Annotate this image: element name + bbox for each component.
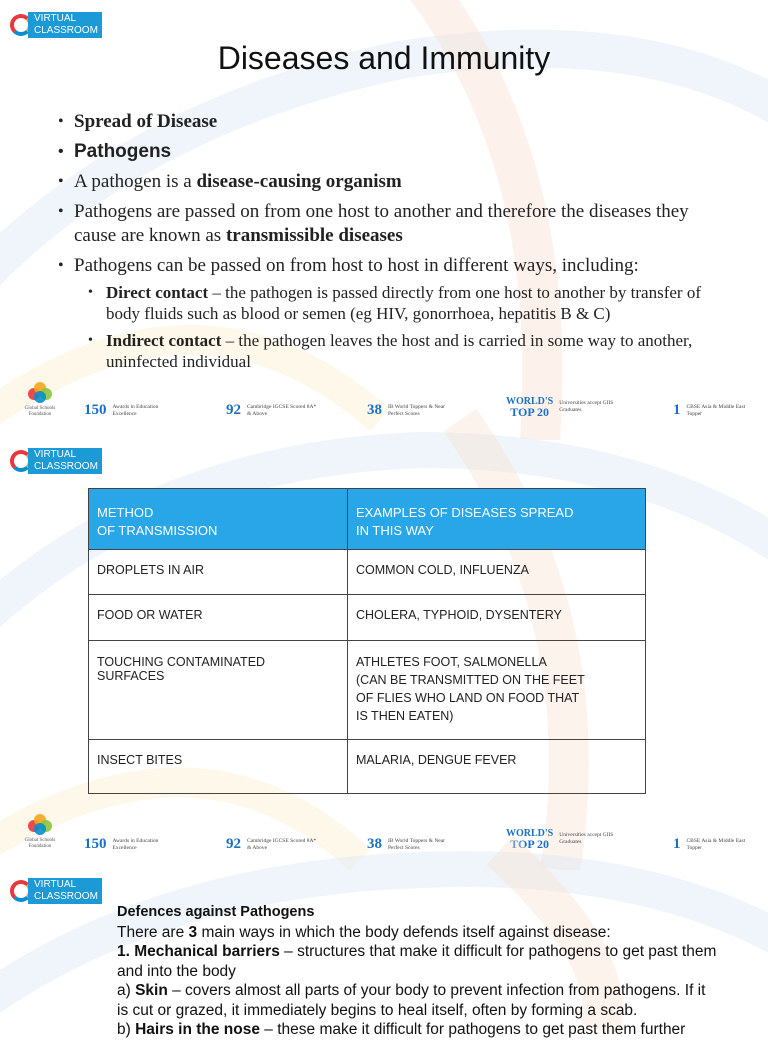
stat-awards: 150 Awards in Education Excellence [84,836,159,852]
header-examples: EXAMPLES OF DISEASES SPREAD IN THIS WAY [348,489,646,550]
global-schools-foundation-logo [18,814,62,850]
bullet-ways: • Pathogens can be passed on from host to host in different ways, including: [58,254,728,278]
defences-heading: Defences against Pathogens [117,904,315,920]
org-name: Global Schools Foundation [24,838,56,849]
stat-ib: 38 IB World Toppers & Near Perfect Scores [367,402,446,418]
bullet-pathogen-definition: • A pathogen is a disease-causing organism [58,170,728,194]
bullet-transmissible: • Pathogens are passed on from one host to another and therefore the diseases they cause are known as transmissible diseases [58,200,728,248]
flower-icon [26,814,54,836]
stats-footer [0,814,768,854]
virtual-classroom-logo [10,878,102,904]
logo-line-1: VIRTUAL [34,449,77,460]
org-name: Global Schools Foundation [24,406,56,417]
cell-method: INSECT BITES [89,740,348,794]
stat-universities: WORLD'S TOP 20 Universities accept GIIS Graduates [506,828,614,851]
cell-examples: MALARIA, DENGUE FEVER [348,740,646,794]
cell-examples: CHOLERA, TYPHOID, DYSENTERY [348,595,646,641]
flower-icon [26,382,54,404]
sub-bullet-direct-contact: • Direct contact – the pathogen is passed directly from one host to another by transfer of body fluids such as blood or semen (eg HIV, gonorrhoea, hepatitis B & C) [58,282,728,324]
cell-method: FOOD OR WATER [89,595,348,641]
nose-hairs-point: b) Hairs in the nose – these make it difficult for pathogens to get past them further [117,1021,686,1038]
stat-universities: WORLD'S TOP 20 Universities accept GIIS Graduates [506,396,614,419]
slide-1 [0,0,768,440]
defences-intro: There are 3 main ways in which the body defends itself against disease: [117,923,611,941]
defences-text [117,902,717,1040]
skin-point: a) Skin – covers almost all parts of your body to prevent infection from pathogens. If it is cut or grazed, it immediately begins to heal itself, often by forming a scab. [117,982,706,1019]
bullet-list [58,110,728,378]
virtual-classroom-logo [10,448,102,474]
slide-title: Diseases and Immunity [217,40,551,76]
cell-method: DROPLETS IN AIR [89,550,348,595]
bullet-spread-of-disease: • Spread of Disease [58,110,728,134]
mechanical-barriers: 1. Mechanical barriers – structures that make it difficult for pathogens to get past them and into the body [117,943,717,980]
stat-igcse: 92 Cambridge IGCSE Scored 8A* & Above [226,836,317,852]
cell-method: TOUCHING CONTAMINATED SURFACES [89,641,348,740]
virtual-classroom-logo [10,12,102,38]
stat-awards: 150 Awards in Education Excellence [84,402,159,418]
table-header-row [89,489,646,550]
transmission-table [88,488,646,794]
sub-bullet-indirect-contact: • Indirect contact – the pathogen leaves the host and is carried in some way to another, uninfected individual [58,330,728,372]
global-schools-foundation-logo [18,382,62,418]
logo-line-2: CLASSROOM [34,461,98,472]
table-row [89,740,646,794]
table-row [89,550,646,595]
logo-line-1: VIRTUAL [34,13,77,24]
cell-examples: COMMON COLD, INFLUENZA [348,550,646,595]
stats-footer [0,382,768,422]
stat-cbse: 1 CBSE Asia & Middle East Topper [673,402,746,418]
logo-line-2: CLASSROOM [34,25,98,36]
logo-line-2: CLASSROOM [34,891,98,902]
table-row [89,595,646,641]
header-method: METHOD OF TRANSMISSION [89,489,348,550]
stat-ib: 38 IB World Toppers & Near Perfect Scores [367,836,446,852]
table-row [89,641,646,740]
stat-igcse: 92 Cambridge IGCSE Scored 8A* & Above [226,402,317,418]
logo-line-1: VIRTUAL [34,879,77,890]
bullet-pathogens: • Pathogens [58,140,728,164]
stat-cbse: 1 CBSE Asia & Middle East Topper [673,836,746,852]
cell-examples: ATHLETES FOOT, SALMONELLA (CAN BE TRANSMITTED ON THE FEET OF FLIES WHO LAND ON FOOD THAT IS THEN EATEN) [348,641,646,740]
slide-3 [0,870,768,1038]
